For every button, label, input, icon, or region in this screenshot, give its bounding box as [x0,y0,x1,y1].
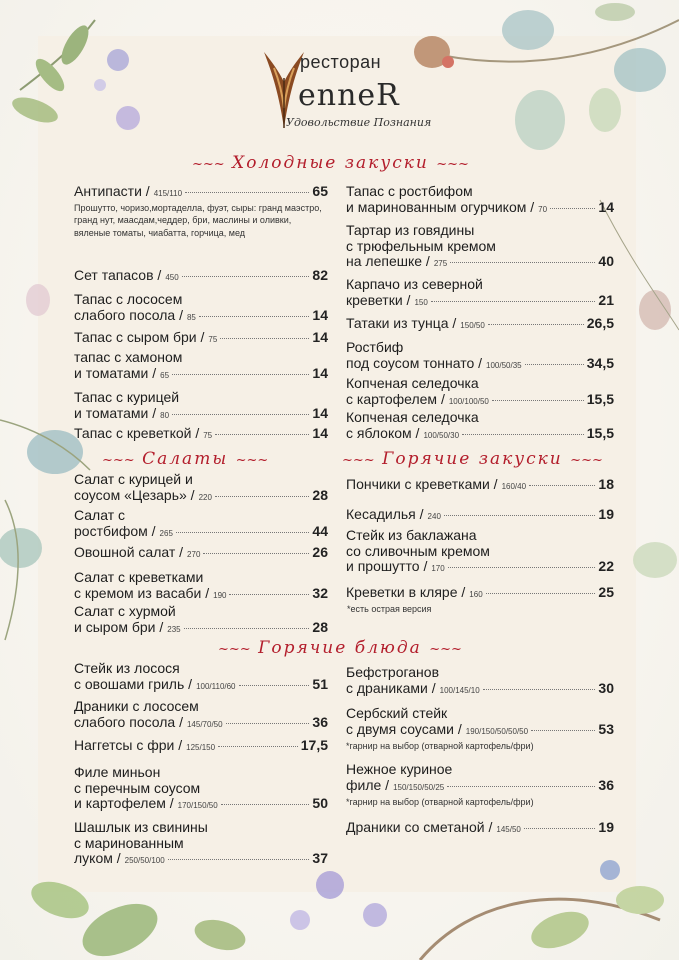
menu-item-price: 28 [312,618,328,635]
menu-item-name: с овошами гриль / [74,675,193,692]
squiggle-icon: ~~~ [570,453,603,468]
menu-item-name: с яблоком / [346,424,420,441]
menu-item-name: с перечным соусом [74,779,201,796]
menu-item-name: филе / [346,776,390,793]
menu-item-weight: 265 [159,528,173,538]
menu-item-name: Драники со сметаной / [346,819,493,835]
menu-item-row [346,778,614,796]
spicy-note: *есть острая версия [347,604,432,614]
menu-item [74,350,328,383]
dot-leader [531,730,595,731]
dot-leader [525,364,584,365]
menu-item-row [346,356,614,374]
menu-item-price: 44 [312,522,328,539]
menu-item [74,390,328,423]
menu-item-row [74,545,328,563]
menu-item-name: Копченая селедочка [346,375,479,391]
menu-item-name: с драниками / [346,679,436,696]
menu-item-row [74,488,328,506]
menu-item-row [74,796,328,814]
menu-item-name: и сыром бри / [74,618,164,635]
menu-item [346,340,614,373]
menu-item-name: Сет тапасов / [74,267,162,283]
menu-item-weight: 240 [427,512,441,521]
menu-item-name: Тапас с ростбифом [346,183,473,199]
dot-leader [185,192,309,193]
menu-item [74,699,328,732]
section-title-hot-snacks [342,449,603,469]
menu-item-price: 19 [598,819,614,835]
menu-item-row [74,851,328,869]
menu-item-weight: 415/110 [153,189,183,198]
menu-item-name: Пончики с креветками / [346,476,498,492]
section-title-cold [192,153,469,173]
dot-leader [550,208,595,209]
dot-leader [182,276,310,277]
menu-item-name: Шашлык из свинины [74,819,208,835]
menu-item-name: Нежное куриное [346,761,453,777]
menu-item-row [346,316,614,334]
menu-item-weight: 75 [203,431,213,440]
menu-item-row [346,477,614,495]
dot-leader [448,567,596,568]
menu-item-price: 14 [312,329,328,345]
menu-item-note: *гарнир на выбор (отварной картофель/фри) [346,741,534,751]
dot-leader [172,414,309,415]
menu-item-weight: 80 [160,410,170,420]
menu-item-price: 25 [598,584,614,600]
menu-item-name: Бефстроганов [346,664,440,680]
dot-leader [444,515,596,516]
menu-item-row [346,293,614,311]
menu-item [346,410,614,443]
menu-item-weight: 85 [186,312,196,322]
dot-leader [229,594,309,595]
menu-item-price: 14 [312,306,328,323]
menu-item-weight: 100/50/35 [486,360,522,370]
dot-leader [203,553,309,554]
dot-leader [184,628,310,629]
menu-item-price: 36 [312,713,328,730]
menu-item-name: Салат с хурмой [74,603,176,619]
menu-item-weight: 170/150/50 [177,801,218,810]
menu-item-weight: 145/70/50 [186,719,223,729]
section-title-salads [102,449,268,469]
menu-item-name: Салат с курицей и [74,471,193,487]
menu-item [74,426,328,444]
menu-item-weight: 190 [213,590,227,600]
menu-item-price: 51 [312,675,328,692]
squiggle-icon: ~~~ [235,453,269,468]
menu-item-price: 32 [312,584,328,601]
menu-item-name: слабого посола / [74,306,183,323]
menu-item-name: Тартар из говядины [346,222,475,238]
menu-item-price: 22 [598,558,614,574]
menu-item-weight: 160/40 [501,482,527,491]
menu-item-weight: 100/145/10 [439,685,480,695]
menu-item [74,184,328,239]
dot-leader [176,532,310,533]
menu-item-row [74,677,328,695]
menu-item-weight: 125/150 [186,743,216,752]
menu-item-row [346,200,614,218]
menu-item-name: с кремом из васаби / [74,584,210,601]
dot-leader [524,828,596,829]
menu-item [74,765,328,814]
dot-leader [488,324,584,325]
menu-item [346,507,614,525]
menu-item-name: луком / [74,850,121,866]
menu-item [346,706,614,751]
menu-item-price: 21 [598,291,614,308]
menu-item-row [346,722,614,740]
menu-item-name: и прошутто / [346,558,428,574]
menu-item-price: 14 [312,404,328,421]
dot-leader [221,804,310,805]
menu-item-price: 15,5 [586,390,614,407]
menu-item-name: на лепешке / [346,253,430,269]
menu-item-name: и томатами / [74,364,157,381]
menu-item-name: соусом «Цезарь» / [74,486,195,503]
menu-item-name: Антипасти / [74,183,150,199]
menu-item-name: Тапас с креветкой / [74,425,200,441]
menu-item [74,508,328,541]
menu-item-name: креветки / [346,291,411,308]
menu-item-row [346,254,614,272]
menu-item [74,545,328,563]
menu-item [74,738,328,756]
menu-item-weight: 70 [538,204,548,214]
menu-item-weight: 65 [160,370,170,380]
menu-item [74,292,328,325]
squiggle-icon: ~~~ [429,642,462,657]
menu-item-name: ростбифом / [74,522,156,539]
menu-item [74,661,328,694]
menu-item [346,223,614,272]
menu-item-price: 26 [312,544,328,560]
menu-item-row [74,268,328,286]
menu-item-name: Ростбиф [346,339,404,355]
menu-item-row [74,586,328,604]
menu-item-row [74,406,328,424]
menu-item-row [74,738,328,756]
menu-item-name: тапас с хамоном [74,349,183,365]
menu-item-price: 17,5 [300,737,328,753]
menu-item-row [346,392,614,410]
menu-item-row [74,715,328,733]
menu-item-name: Драники с лососем [74,698,199,714]
menu-item-price: 15,5 [586,424,614,441]
menu-item-price: 40 [598,253,614,269]
menu-item-name: Овошной салат / [74,544,184,560]
menu-item-weight: 75 [208,335,218,344]
menu-item-name: слабого посола / [74,713,183,730]
menu-item-name: Филе миньон [74,764,161,780]
menu-item-name: Стейк из баклажана [346,527,477,543]
menu-item [74,604,328,637]
dot-leader [492,400,584,401]
menu-item-row [74,620,328,638]
menu-item-row [74,330,328,348]
menu-item-name: Тапас с лососем [74,291,183,307]
menu-item-row [346,585,614,603]
menu-item [74,268,328,286]
menu-item-price: 28 [312,486,328,503]
menu-item-name: Салат с [74,507,126,523]
menu-item-price: 36 [598,776,614,793]
menu-item-weight: 100/50/30 [423,430,460,440]
menu-item-name: Стейк из лосося [74,660,180,676]
menu-item [74,820,328,869]
cold-title-text: Холодные закуски [232,153,429,173]
menu-item [346,184,614,217]
menu-item-name: и картофелем / [74,795,174,811]
menu-item-weight: 160 [469,590,483,599]
menu-item [346,316,614,334]
menu-item-row [346,681,614,699]
menu-item-weight: 150 [414,297,428,307]
dot-leader [239,685,310,686]
menu-item-price: 82 [312,267,328,283]
menu-item-name: Татаки из тунца / [346,315,457,331]
menu-item [346,762,614,807]
dot-leader [486,593,596,594]
dot-leader [483,689,596,690]
dot-leader [199,316,310,317]
menu-item-name: с двумя соусами / [346,720,462,737]
menu-item-name: со сливочным кремом [346,542,490,559]
menu-item-name: под соусом тоннато / [346,354,483,371]
menu-item-row [346,507,614,525]
menu-item-row [74,426,328,444]
squiggle-icon: ~~~ [218,642,251,657]
hot-snacks-title-text: Горячие закуски [382,449,563,469]
menu-item [346,376,614,409]
menu-item-name: с картофелем / [346,390,445,407]
menu-item-row [74,308,328,326]
dot-leader [462,434,584,435]
brand-name: еnneR [298,78,400,113]
menu-item [346,477,614,495]
dot-leader [168,859,310,860]
hot-dishes-title-text: Горячие блюда [258,638,422,658]
menu-item-name: Тапас с курицей [74,389,180,405]
menu-item [346,820,614,838]
squiggle-icon: ~~~ [102,453,135,468]
dot-leader [450,262,595,263]
menu-item-name: Наггетсы с фри / [74,737,183,753]
dot-leader [215,496,310,497]
menu-item-name: с маринованным [74,834,184,851]
menu-item-name: Копченая селедочка [346,409,479,425]
menu-item-weight: 250/50/100 [124,856,165,865]
menu-item-name: Салат с креветками [74,569,204,585]
menu-item-name: Карпачо из северной [346,276,483,292]
menu-item [74,570,328,603]
menu-item-price: 26,5 [586,315,614,331]
squiggle-icon: ~~~ [342,453,375,468]
menu-item-weight: 100/100/50 [448,396,489,406]
menu-item-row [74,524,328,542]
menu-item-row [346,559,614,577]
brand-subtitle: ресторан [300,52,382,72]
menu-item-weight: 450 [165,273,179,282]
menu-item-weight: 150/150/50/25 [393,782,445,792]
dot-leader [172,374,309,375]
dot-leader [431,301,596,302]
menu-item-name: Сербский стейк [346,705,448,721]
menu-item-weight: 190/150/50/50/50 [465,726,529,736]
menu-item-weight: 270 [187,550,201,559]
squiggle-icon: ~~~ [436,157,469,172]
menu-item-weight: 275 [433,259,448,268]
section-title-hot-dishes [218,638,462,658]
dot-leader [447,786,595,787]
menu-item-name: Кесадилья / [346,506,424,522]
menu-item [346,585,614,603]
menu-item-price: 37 [312,850,328,866]
menu-item-row [74,184,328,202]
menu-item-weight: 100/110/60 [196,681,236,691]
menu-item-price: 65 [312,183,328,199]
menu-item-note: *гарнир на выбор (отварной картофель/фри) [346,797,534,807]
menu-item-weight: 170 [431,564,445,573]
menu-item-name: Тапас с сыром бри / [74,329,205,345]
dot-leader [529,485,595,486]
menu-item-name: и маринованным огурчиком / [346,198,535,215]
dot-leader [215,434,309,435]
menu-item-price: 14 [598,198,614,215]
menu-item-name: и томатами / [74,404,157,421]
salads-title-text: Салаты [142,449,229,469]
menu-item-price: 14 [312,425,328,441]
menu-item-weight: 150/50 [460,321,485,330]
menu-item-weight: 235 [167,624,181,634]
menu-item-price: 30 [598,679,614,696]
menu-item-weight: 145/50 [496,825,521,834]
menu-item [74,472,328,505]
menu-item-name: с трюфельным кремом [346,237,496,254]
menu-item [74,330,328,348]
dot-leader [226,723,310,724]
menu-item-description: Прошутто, чоризо,мортаделла, фуэт, сыры: гранд маэстро, гранд нут, маасдам,чеддер, бри, маслины и оливки, вяленые томаты, чиабатта, горчица, мед [74,202,322,238]
menu-item-row [74,366,328,384]
menu-item-row [346,426,614,444]
menu-item [346,277,614,310]
menu-item-row [346,820,614,838]
menu-item-price: 34,5 [586,354,614,371]
menu-item-name: Креветки в кляре / [346,584,466,600]
menu-item-price: 19 [598,506,614,522]
menu-item-price: 50 [312,795,328,811]
menu-item-price: 53 [598,720,614,737]
menu-item [346,528,614,577]
menu-item-price: 18 [598,476,614,492]
dot-leader [218,746,298,747]
menu-item-weight: 220 [198,492,212,502]
menu-item [346,665,614,698]
brand-tagline: Удовольствие Познания [286,116,432,129]
menu-item-price: 14 [312,364,328,381]
dot-leader [220,338,309,339]
squiggle-icon: ~~~ [192,157,225,172]
